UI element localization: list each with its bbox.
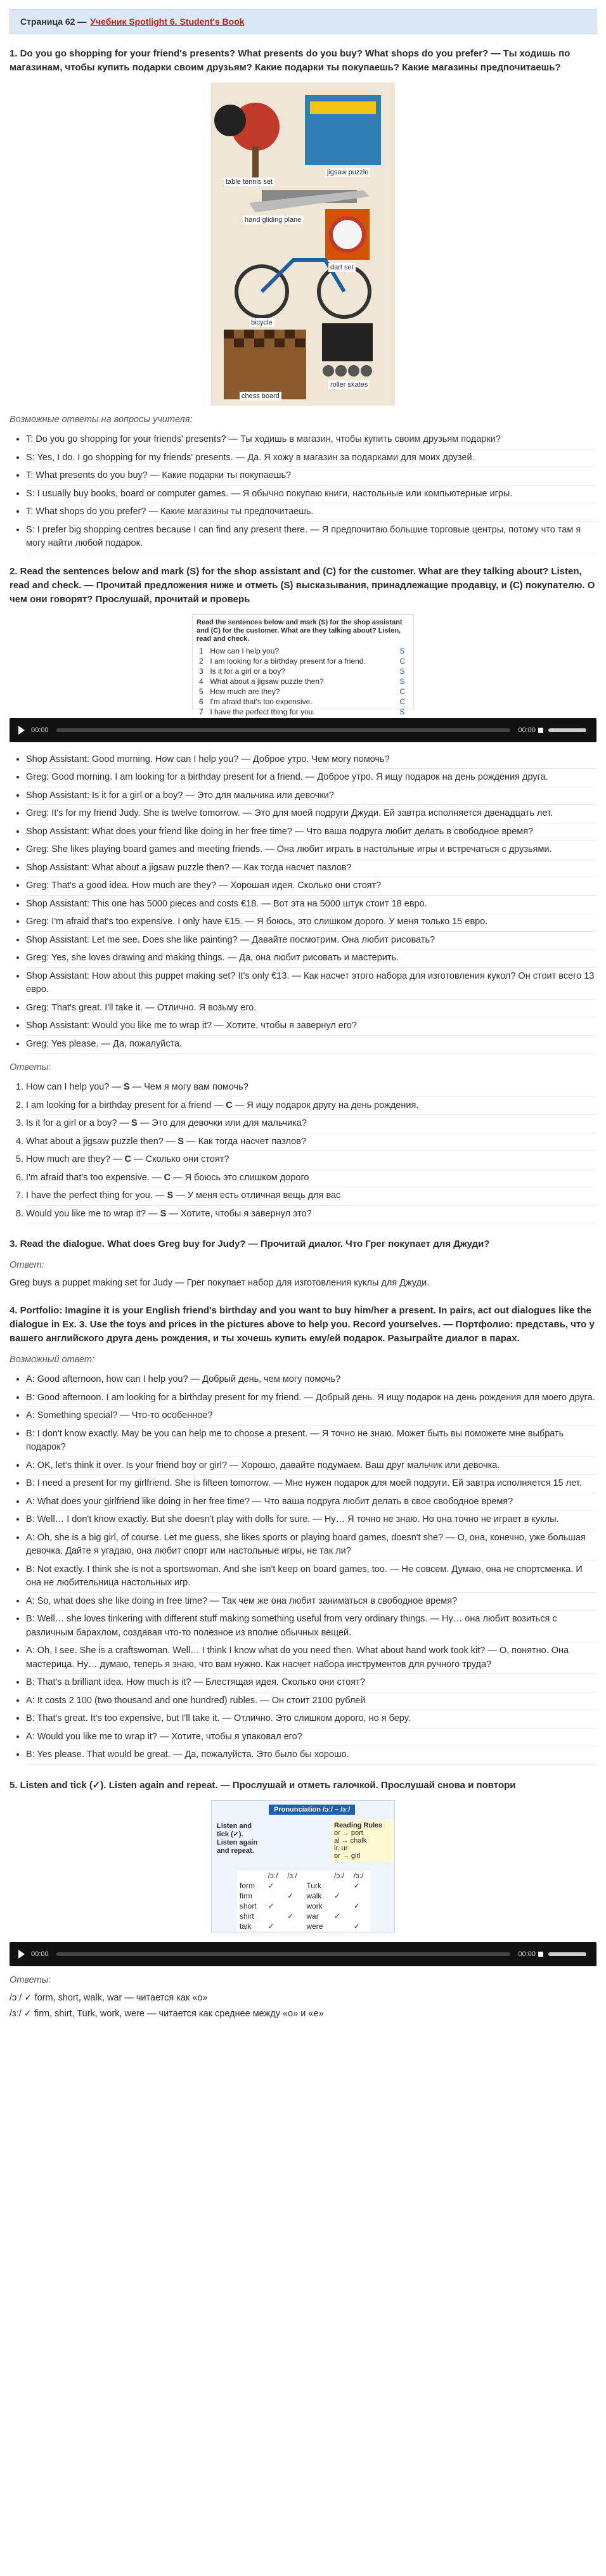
exercise-2-dialogue (10, 751, 596, 1054)
table-row: 3 Is it for a girl or a boy? S (199, 666, 405, 676)
list-item: • B: Yes please. That would be great. — Да, пожалуйста. Это было бы хорошо. (26, 1746, 596, 1765)
image-label-chess: chess board (240, 392, 281, 401)
image-label-plane: hand gliding plane (243, 216, 303, 224)
main-content (10, 47, 596, 2023)
book-header: Read the sentences below and mark (S) for the shop assistant and (C) for the customer. What are they talking about? Listen, read and check. (197, 618, 403, 643)
exercise-5-image (211, 1800, 395, 1933)
list-item: 2. I am looking for a birthday present for a friend — C — Я ищу подарок другу на день рождения. (26, 1097, 596, 1116)
table-row: shirt ✓ war ✓ (240, 1911, 341, 1921)
exercise-1-image (211, 82, 395, 406)
book-link[interactable]: Учебник Spotlight 6. Student's Book (90, 16, 245, 27)
list-item: • A: OK, let's think it over. Is your friend boy or girl? — Хорошо, давайте подумаем. Ваш друг мальчик или девочка. (26, 1457, 596, 1476)
exercise-3-answer-label: Ответ: (10, 1260, 44, 1270)
list-item: • Shop Assistant: Would you like me to wrap it? — Хотите, чтобы я завернул его? (26, 1017, 596, 1036)
list-item: • Greg: That's great. I'll take it. — Отлично. Я возьму его. (26, 1000, 596, 1018)
list-item: 8. Would you like me to wrap it? — S — Хотите, чтобы я завернул это? (26, 1206, 596, 1224)
list-item: • B: Well… I don't know exactly. But she doesn't play with dolls for sure. — Ну… Я точно не знаю. Но она точно не играет в куклы. (26, 1511, 596, 1530)
list-item: • Greg: It's for my friend Judy. She is twelve tomorrow. — Это для моей подруги Джуди. Ей завтра исполняется двенадцать лет. (26, 805, 596, 823)
list-item: 6. I'm afraid that's too expensive. — C — Я боюсь это слишком дорого (26, 1169, 596, 1188)
list-item: • Shop Assistant: What about a jigsaw puzzle then? — Как тогда насчет пазлов? (26, 860, 596, 878)
exercise-4-title: 4. Portfolio: Imagine it is your English friend's birthday and you want to buy him/her a present. In pairs, act out dialogues like the dialogue in Ex. 3. Use the toys and prices in the pictures above to help you. Record yourselves. — Портфолио: представь, что у вашего английского друга день рождения, и ты хочешь купить ему/ей подарок. Разыграйте диалог в парах. (10, 1305, 595, 1344)
exercise-2-answers-label: Ответы: (10, 1062, 51, 1072)
audio-time: 00:00 (31, 1950, 49, 1958)
audio-duration: 00:00 (518, 726, 536, 734)
exercise-3-title: 3. Read the dialogue. What does Greg buy for Judy? — Прочитай диалог. Что Грег покупает для Джуди? (10, 1239, 490, 1249)
list-item: • A: It costs 2 100 (two thousand and one hundred) rubles. — Он стоит 2100 рублей (26, 1692, 596, 1711)
list-item: • S: Yes, I do. I go shopping for my friends' presents. — Да. Я хожу в магазин за подарками для моих друзей. (26, 449, 596, 468)
audio-progress-bar[interactable] (56, 1952, 511, 1956)
list-item: • T: What presents do you buy? — Какие подарки ты покупаешь? (26, 467, 596, 486)
list-item: • Greg: I'm afraid that's too expensive. I only have €15. — Я боюсь, это слишком дорого. У меня только 15 евро. (26, 913, 596, 932)
list-item: • B: I don't know exactly. May be you can help me to choose a present. — Я точно не знаю. Может быть вы поможете мне выбрать подарок? (26, 1426, 596, 1457)
image-label-table-tennis: table tennis set (224, 177, 274, 186)
list-item: 7. I have the perfect thing for you. — S — У меня есть отличная вещь для вас (26, 1187, 596, 1206)
list-item: • B: Good afternoon. I am looking for a birthday present for my friend. — Добрый день. Я ищу подарок на день рождения для моего друга. (26, 1389, 596, 1408)
list-item: • B: Not exactly. I think she is not a sportswoman. And she isn't keep on board games, too. — Не совсем. Думаю, она не спортсменка. И она не любительница настольных игр. (26, 1561, 596, 1593)
list-item: • Shop Assistant: What does your friend like doing in her free time? — Что ваша подруга любит делать в свободное время? (26, 823, 596, 842)
table-row: 4 What about a jigsaw puzzle then? S (199, 676, 405, 686)
list-item: • S: I usually buy books, board or computer games. — Я обычно покупаю книги, настольные или компьютерные игры. (26, 486, 596, 504)
list-item: • A: Good afternoon, how can I help you? — Добрый день, чем могу помочь? (26, 1371, 596, 1389)
book-table (197, 646, 409, 727)
list-item: • Shop Assistant: How about this puppet making set? It's only €13. — Как насчет этого набора для изготовления кукол? Он стоит всего 13 евро. (26, 968, 596, 1000)
exercise-1-title: 1. Do you go shopping for your friend's presents? What presents do you buy? What shops do you prefer? — Ты ходишь по магазинам, чтобы купить подарки своим друзьям? Какие подарки ты покупаешь? Какие магазины предпочитаешь? (10, 48, 571, 73)
exercise-2-title: 2. Read the sentences below and mark (S) for the shop assistant and (C) for the customer. What are they talking about? Listen, read and check. — Прочитай предложения ниже и отметь (S) высказывания, принадлежащие продавцу, и (C) покупателю. О чем они говорят? Прослушай, прочитай и проверь (10, 565, 595, 605)
list-item: • Greg: She likes playing board games and meeting friends. — Она любит играть в настольные игры и встречаться с друзьями. (26, 841, 596, 860)
speaker-icon[interactable] (538, 1952, 543, 1957)
exercise-4-hint: Возможный ответ: (10, 1355, 94, 1365)
image-label-dart: dart set (328, 263, 356, 272)
list-item: • Greg: Yes please. — Да, пожалуйста. (26, 1036, 596, 1054)
audio-progress-bar[interactable] (56, 728, 511, 732)
play-icon[interactable] (18, 726, 25, 735)
audio-player (10, 718, 596, 742)
list-item: • Shop Assistant: Is it for a girl or a boy? — Это для мальчика или девочки? (26, 787, 596, 806)
list-item: • Greg: Good morning. I am looking for a birthday present for a friend. — Доброе утро. Я ищу подарок на день рождения друга. (26, 769, 596, 787)
table-row: 5 How much are they? C (199, 686, 405, 696)
volume-slider[interactable] (548, 1952, 586, 1956)
image-label-skates: roller skates (328, 380, 370, 389)
pronunciation-table (237, 1871, 370, 1931)
audio-duration: 00:00 (518, 1950, 536, 1958)
list-item: • Greg: Yes, she loves drawing and making things. — Да, она любит рисовать и мастерить. (26, 950, 596, 968)
list-item: 4. What about a jigsaw puzzle then? — S — Как тогда насчет пазлов? (26, 1133, 596, 1152)
table-row: 6 I'm afraid that's too expensive. C (199, 697, 405, 706)
exercise-2-image (192, 614, 414, 716)
list-item: • A: Oh, she is a big girl, of course. Let me guess, she likes sports or playing board games, doesn't she? — О, она, конечно, уже большая девочка. Дайте я угадаю, она любит спорт или настольные игры, не так ли? (26, 1530, 596, 1561)
list-item: • Greg: That's a good idea. How much are they? — Хорошая идея. Сколько они стоят? (26, 877, 596, 896)
list-item: • T: What shops do you prefer? — Какие магазины ты предпочитаешь. (26, 503, 596, 522)
list-item: • Shop Assistant: Let me see. Does she like painting? — Давайте посмотрим. Она любит рисовать? (26, 932, 596, 950)
exercise-4-dialogue (10, 1371, 596, 1765)
table-row: firm ✓ walk ✓ (240, 1891, 341, 1900)
reading-rules: Reading Rules or → port al → chalk ir, ur or → girl (332, 1820, 394, 1862)
list-item: • A: Something special? — Что-то особенное? (26, 1407, 596, 1426)
table-row: 7 I have the perfect thing for you. S (199, 707, 405, 716)
table-row: talk ✓ were ✓ (240, 1921, 360, 1931)
pronunciation-banner: Pronunciation /ɔː/ – /ɜː/ (269, 1805, 355, 1815)
exercise-5-answers-label: Ответы: (10, 1974, 51, 1985)
table-row: 2 I am looking for a birthday present for a friend. C (199, 656, 405, 666)
exercise-1-hint: Возможные ответы на вопросы учителя: (10, 415, 193, 425)
exercise-5-title: 5. Listen and tick (✓). Listen again and repeat. — Прослушай и отметь галочкой. Прослушай снова и повтори (10, 1779, 516, 1791)
list-item: 5. How much are they? — C — Сколько они стоят? (26, 1151, 596, 1169)
list-item: 1. How can I help you? — S — Чем я могу вам помочь? (26, 1079, 596, 1097)
list-item: • B: That's great. It's too expensive, but I'll take it. — Отлично. Это слишком дорого, но я беру. (26, 1710, 596, 1729)
list-item: 3. Is it for a girl or a boy? — S — Это для девочки или для мальчика? (26, 1115, 596, 1133)
table-row: form ✓ Turk ✓ (240, 1881, 360, 1890)
list-item: • A: What does your girlfriend like doing in her free time? — Что ваша подруга любит делать в свое свободное время? (26, 1493, 596, 1512)
audio-time: 00:00 (31, 726, 49, 734)
book-instruction: Listen and tick (✓). Listen again and repeat. (217, 1822, 258, 1855)
exercise-5-answer-2: /ɜː/ ✓ firm, shirt, Turk, work, were — читается как среднее между «о» и «е» (10, 2008, 324, 2019)
image-label-jigsaw: jigsaw puzzle (325, 168, 370, 177)
exercise-5-answer-1: /ɔː/ ✓ form, short, walk, war — читается как «о» (10, 1992, 208, 2003)
exercise-3-answer: Greg buys a puppet making set for Judy — Грег покупает набор для изготовления куклы для Джуди. (10, 1278, 430, 1288)
list-item: • B: That's a brilliant idea. How much is it? — Блестящая идея. Сколько они стоят? (26, 1674, 596, 1692)
image-label-bicycle: bicycle (249, 318, 274, 327)
volume-slider[interactable] (548, 728, 586, 732)
play-icon[interactable] (18, 1950, 25, 1959)
exercise-1-answers (10, 431, 596, 553)
table-row: /ɔː/ /ɜː/ /ɔː/ /ɜː/ (268, 1871, 364, 1880)
list-item: • B: Well… she loves tinkering with different stuff making something useful from very ordinary things. — Ну… она любит возиться с различным барахлом, создавая что-то полезное из вполне обычных вещей. (26, 1611, 596, 1642)
speaker-icon[interactable] (538, 728, 543, 733)
table-row: short ✓ work ✓ (240, 1901, 360, 1910)
exercise-2-answers (10, 1079, 596, 1223)
breadcrumb (10, 9, 596, 34)
list-item: • S: I prefer big shopping centres because I can find any present there. — Я предпочитаю большие торговые центры, потому что там я могу найти любой подарок. (26, 522, 596, 553)
list-item: • Shop Assistant: This one has 5000 pieces and costs €18. — Вот эта на 5000 штук стоит 18 евро. (26, 896, 596, 914)
audio-player-2 (10, 1942, 596, 1966)
list-item: • A: So, what does she like doing in free time? — Так чем же она любит заниматься в свободное время? (26, 1593, 596, 1611)
list-item: • A: Would you like me to wrap it? — Хотите, чтобы я упаковал его? (26, 1729, 596, 1747)
list-item: • B: I need a present for my girlfriend. She is fifteen tomorrow. — Мне нужен подарок для моей подруги. Ей завтра исполняется 15 лет. (26, 1475, 596, 1493)
list-item: • A: Oh, I see. She is a craftswoman. Well… I think I know what do you need then. What about hand work took kit? — О, понятно. Она мастерица. Ну… думаю, теперь я знаю, что вам нужно. Как насчет набора инструментов для ручного труда? (26, 1642, 596, 1674)
list-item: • T: Do you go shopping for your friends' presents? — Ты ходишь в магазин, чтобы купить своим друзьям подарки? (26, 431, 596, 449)
list-item: • Shop Assistant: Good morning. How can I help you? — Доброе утро. Чем могу помочь? (26, 751, 596, 770)
table-row: 1 How can I help you? S (199, 646, 405, 655)
page-label: Страница 62 — (20, 16, 87, 27)
